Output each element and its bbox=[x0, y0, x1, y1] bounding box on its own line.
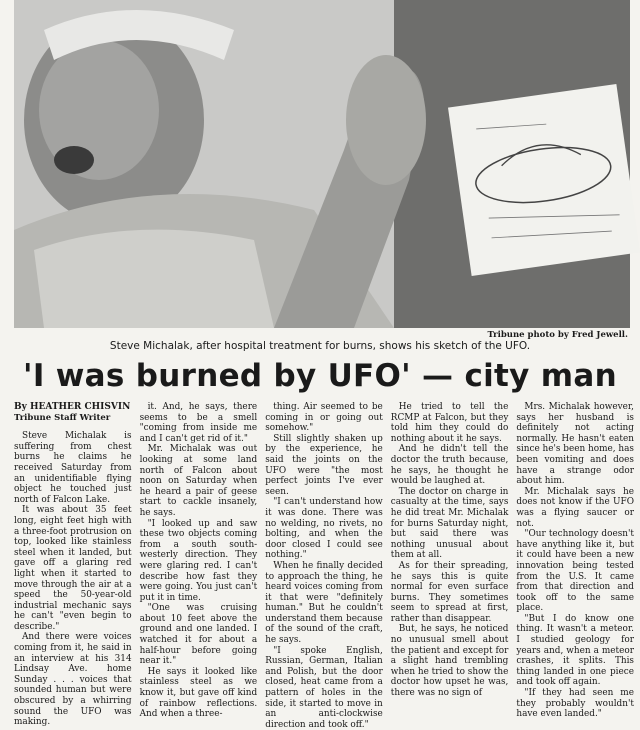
article-column-1 bbox=[14, 402, 132, 728]
paragraph: "I looked up and saw these two objects coming from a south south-westerly direction. They were glaring red. I can't describe how fast they were going. You just can't put it in time. bbox=[139, 518, 258, 603]
paragraph: As for their spreading, he says this is quite normal for even surface burns. They sometimes seem to spread at first, rather than disappear. bbox=[390, 560, 509, 624]
photo-illustration bbox=[14, 0, 630, 328]
article-column-3 bbox=[265, 402, 383, 730]
paragraph: He tried to tell the RCMP at Falcon, but they told him they could do nothing about it he says. bbox=[390, 402, 509, 444]
news-photo bbox=[14, 0, 630, 328]
article-column-4 bbox=[390, 402, 509, 699]
byline-role: Tribune Staff Writer bbox=[14, 412, 111, 423]
article-body bbox=[14, 402, 634, 730]
paragraph: When he finally decided to approach the thing, he heard voices coming from it that were "definitely human." But he couldn't understand them because of the sound of the craft, he says. bbox=[265, 560, 383, 646]
headline: 'I was burned by UFO' — city man bbox=[23, 358, 617, 394]
paragraph: "But I do know one thing. It wasn't a meteor. I studied geology for years and, when a meteor crashes, it splits. This thing landed in one piece and took off again. bbox=[516, 613, 634, 688]
photo-caption: Steve Michalak, after hospital treatment for burns, shows his sketch of the UFO. bbox=[109, 340, 531, 352]
paragraph: And there were voices coming from it, he said in an interview at his 314 Lindsay Ave. home Sunday . . . voices that sounded human but were obscured by a whirring sound the UFO was making. bbox=[14, 632, 132, 728]
paragraph: But, he says, he noticed no unusual smell about the patient and except for a slight hand trembling when he tried to show the doctor how upset he was, there was no sign of bbox=[390, 624, 509, 699]
paragraph: It was about 35 feet long, eight feet high with a three-foot protrusion on top, looked like stainless steel when it landed, but gave off a glaring red light when it started to move through the air at a speed the 50-year-old industrial mechanic says he can't "even begin to describe." bbox=[14, 505, 132, 632]
paragraph: And he didn't tell the doctor the truth because, he says, he thought he would be laughed at. bbox=[390, 444, 509, 487]
photo-credit bbox=[487, 330, 628, 340]
article-column-5 bbox=[516, 402, 634, 720]
paragraph: "I spoke English, Russian, German, Italian and Polish, but the door closed, heat came from a pattern of holes in the side, it started to move in an anti-clockwise direction and took off." bbox=[265, 645, 383, 730]
paragraph: thing. Air seemed to be coming in or going out somehow." bbox=[265, 402, 383, 434]
article-column-2 bbox=[139, 402, 258, 720]
paragraph: Still slightly shaken up by the experience, he said the joints on the UFO were "the most perfect joints I've ever seen. bbox=[265, 433, 383, 497]
paragraph: Steve Michalak is suffering from chest burns he claims he received Saturday from an unidentifiable flying object he touched just north of Falcon Lake. bbox=[14, 431, 132, 505]
paragraph: Mrs. Michalak however, says her husband is definitely not acting normally. He hasn't eaten since he's been home, has been vomiting and does have a strange odor about him. bbox=[516, 402, 634, 487]
photo-credit-name: by Fred Jewell. bbox=[557, 330, 628, 340]
paragraph: He says it looked like stainless steel as we know it, but gave off kind of rainbow reflections. And when a three- bbox=[139, 666, 258, 720]
photo-credit-label: Tribune photo bbox=[487, 330, 555, 340]
paragraph: "If they had seen me they probably wouldn't have even landed." bbox=[516, 688, 634, 720]
byline: By HEATHER CHISVIN bbox=[14, 402, 131, 412]
paragraph: "I can't understand how it was done. There was no welding, no rivets, no bolting, and when the door closed I could see nothing." bbox=[265, 497, 383, 561]
paragraph: The doctor on charge in casualty at the time, says he did treat Mr. Michalak for burns Saturday night, but said there was nothing unusual about them at all. bbox=[390, 486, 509, 561]
paragraph: "One was cruising about 10 feet above the ground and one landed. I watched it for about a half-hour before going near it." bbox=[139, 603, 258, 667]
paragraph: it. And, he says, there seems to be a smell "coming from inside me and I can't get rid of it." bbox=[139, 402, 258, 444]
paragraph: Mr. Michalak was out looking at some land north of Falcon about noon on Saturday when he heard a pair of geese start to cackle insanely, he says. bbox=[139, 444, 258, 518]
paragraph: "Our technology doesn't have anything like it, but it could have been a new innovation being tested from the U.S. It came from that direction and took off to the same place. bbox=[516, 529, 634, 614]
paragraph: Mr. Michalak says he does not know if the UFO was a flying saucer or not. bbox=[516, 486, 634, 529]
